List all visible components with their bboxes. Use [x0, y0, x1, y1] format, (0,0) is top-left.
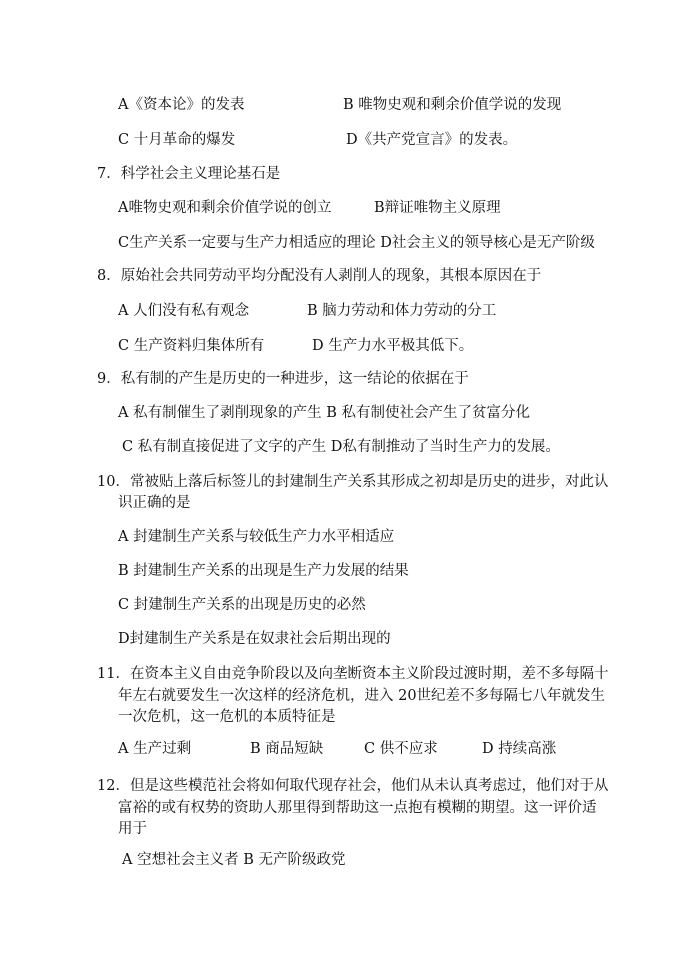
q6-option-a: A《资本论》的发表: [118, 97, 245, 113]
q10-stem-line-1: 10．常被贴上落后标签儿的封建制生产关系其形成之初却是历史的进步，对此认: [97, 474, 609, 490]
q7-stem: 7．科学社会主义理论基石是: [97, 166, 281, 182]
q8-option-a: A 人们没有私有观念: [118, 303, 250, 319]
q7-option-cd: C生产关系一定要与生产力相适应的理论 D社会主义的领导核心是无产阶级: [118, 235, 595, 251]
q12-stem-line-3: 用于: [118, 821, 147, 837]
q11-stem-line-2: 年左右就要发生一次这样的经济危机，进入 20世纪差不多每隔七八年就发生: [118, 688, 606, 704]
q11-option-c: C 供不应求: [364, 741, 438, 757]
q9-option-ab: A 私有制催生了剥削现象的产生 B 私有制使社会产生了贫富分化: [118, 405, 530, 421]
q10-stem-line-2: 识正确的是: [118, 495, 191, 511]
q7-option-a: A唯物史观和剩余价值学说的创立: [118, 200, 332, 216]
q8-stem: 8．原始社会共同劳动平均分配没有人剥削人的现象，其根本原因在于: [97, 268, 542, 284]
q6-option-b: B 唯物史观和剩余价值学说的发现: [343, 97, 562, 113]
q8-option-c: C 生产资料归集体所有: [118, 338, 265, 354]
q11-stem-line-1: 11．在资本主义自由竞争阶段以及向垄断资本主义阶段过渡时期，差不多每隔十: [97, 666, 609, 682]
q12-stem-line-1: 12．但是这些模范社会将如何取代现存社会，他们从未认真考虑过，他们对于从: [97, 778, 609, 794]
q10-option-b: B 封建制生产关系的出现是生产力发展的结果: [118, 563, 409, 579]
q9-option-cd: C 私有制直接促进了文字的产生 D私有制推动了当时生产力的发展。: [122, 439, 560, 455]
q7-option-b: B辩证唯物主义原理: [374, 200, 501, 216]
q8-option-d: D 生产力水平极其低下。: [312, 338, 474, 354]
q11-stem-line-3: 一次危机，这一危机的本质特征是: [118, 709, 336, 725]
q6-option-c: C 十月革命的爆发: [118, 132, 236, 148]
q11-option-b: B 商品短缺: [250, 741, 324, 757]
q12-option-ab: A 空想社会主义者 B 无产阶级政党: [122, 852, 346, 868]
q10-option-c: C 封建制生产关系的出现是历史的必然: [118, 597, 366, 613]
q11-option-d: D 持续高涨: [482, 741, 557, 757]
q6-option-d: D《共产党宣言》的发表。: [346, 132, 518, 148]
q9-stem: 9．私有制的产生是历史的一种进步，这一结论的依据在于: [97, 371, 469, 387]
q11-option-a: A 生产过剩: [118, 741, 192, 757]
q10-option-a: A 封建制生产关系与较低生产力水平相适应: [118, 529, 395, 545]
q12-stem-line-2: 富裕的或有权势的资助人那里得到帮助这一点抱有模糊的期望。这一评价适: [118, 800, 597, 816]
q8-option-b: B 脑力劳动和体力劳动的分工: [307, 303, 497, 319]
q10-option-d: D封建制生产关系是在奴隶社会后期出现的: [118, 631, 391, 647]
